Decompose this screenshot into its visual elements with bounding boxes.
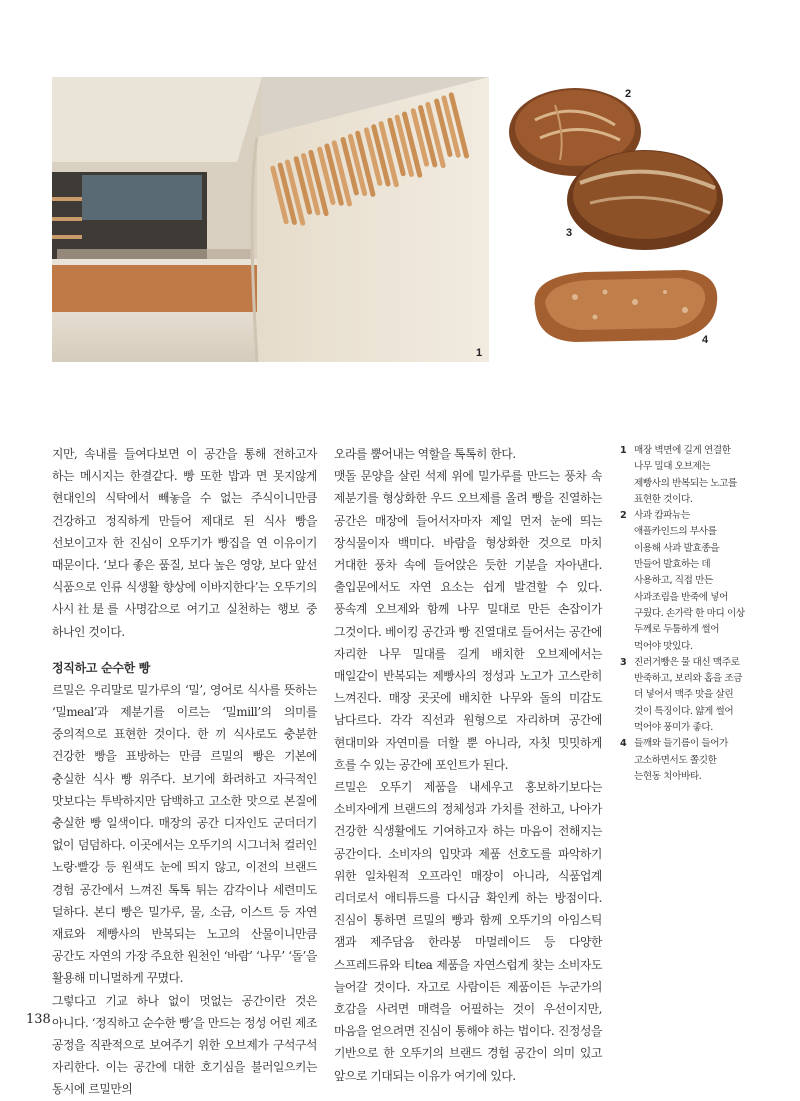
- page-number: 138: [26, 1012, 51, 1027]
- ciabatta-bread-image: [525, 262, 725, 347]
- bread-photo-4: [525, 262, 725, 347]
- bakery-interior-photo: [52, 77, 489, 362]
- article-column-2: [334, 443, 602, 1087]
- bakery-interior-illustration: [52, 77, 489, 362]
- caption-1: [620, 443, 745, 508]
- photo-number-3: 3: [566, 227, 573, 239]
- photo-captions: [620, 443, 745, 785]
- photo-number-1: 1: [476, 347, 483, 359]
- photo-number-2: 2: [625, 88, 632, 100]
- caption-number: 4: [620, 738, 627, 750]
- caption-number: 2: [620, 510, 627, 522]
- caption-text: 들깨와 들기름이 들어가 고소하면서도 쫄깃한 는현동 치아바타.: [634, 738, 728, 782]
- caption-text: 사과 캄파뉴는 애플카인드의 부사를 이용해 사과 발효종을 만들어 발효하는 데 사용하고, 직접 만든 사과조림을 반죽에 넣어 구웠다. 손가락 한 마디 이상 두께로 두툼하게 썰어 먹어야 맛있다.: [634, 510, 745, 652]
- photo-number-4: 4: [702, 334, 709, 346]
- paragraph: 맷돌 문양을 살린 석제 위에 밀가루를 만드는 풍차 속 제분기를 형상화한 우드 오브제를 올려 빵을 진열하는 공간은 매장에 들어서자마자 제일 먼저 눈에 띄는 장식물이자 백미다. 바람을 형상화한 것으로 마치 거대한 풍차 속에 들어앉은 듯한 기분을 자아낸다. 출입문에서도 자연 요소는 쉽게 발견할 수 있다. 풍속계 오브제와 함께 나무 밀대로 만든 손잡이가 그것이다. 베이킹 공간과 빵 진열대로 들어서는 공간에 자리한 나무 밀대를 길게 배치한 오브제에서는 매일같이 반복되는 제빵사의 정성과 노고가 고스란히 느껴진다. 매장 곳곳에 배치한 나무와 돌의 미감도 남다르다. 각각 직선과 원형으로 자리하며 공간에 현대미와 자연미를 더할 뿐 아니라, 자칫 밋밋하게 흐를 수 있는 공간에 포인트가 된다.: [334, 469, 602, 772]
- caption-3: [620, 655, 745, 736]
- paragraph: 지만, 속내를 들여다보면 이 공간을 통해 전하고자 하는 메시지는 한결같다. 빵 또한 밥과 면 못지않게 현대인의 식탁에서 빼놓을 수 없는 주식이니만큼 건강하고 정직하게 만들어 제대로 된 식사 빵을 선보이고자 한 진심이 오뚜기가 빵집을 연 이유이기 때문이다. ‘보다 좋은 품질, 보다 높은 영양, 보다 앞선 식품으로 인류 식생활 향상에 이바지한다’는 오뚜기의 사시社是를 사명감으로 여기고 실천하는 행보 중 하나인 것이다.: [52, 447, 317, 639]
- paragraph: 오라를 뿜어내는 역할을 톡톡히 한다.: [334, 447, 516, 461]
- caption-2: [620, 508, 745, 655]
- caption-number: 3: [620, 656, 627, 668]
- lager-bread-image: [560, 143, 725, 253]
- caption-text: 매장 벽면에 길게 연결한 나무 밀대 오브제는 제빵사의 반복되는 노고를 표현한 것이다.: [634, 445, 737, 505]
- caption-text: 진러거빵은 물 대신 맥주로 반죽하고, 보리와 홉을 조금 더 넣어서 맥주 맛을 살린 것이 특징이다. 얇게 썰어 먹어야 풍미가 좋다.: [634, 656, 743, 734]
- paragraph: 르밀은 우리말로 밀가루의 ‘밀’, 영어로 식사를 뜻하는 ‘밀meal’과 제분기를 이르는 ‘밀mill’의 의미를 중의적으로 표현한 것이다. 한 끼 식사로도 충분한 건강한 빵을 표방하는 만큼 르밀의 빵은 기본에 충실한 식사 빵 위주다. 보기에 화려하고 자극적인 맛보다는 투박하지만 담백하고 고소한 맛으로 본질에 충실한 빵 일색이다. 매장의 공간 디자인도 군더더기 없이 덤덤하다. 이곳에서는 오뚜기의 시그너처 컬러인 노랑·빨강 등 원색도 눈에 띄지 않고, 이전의 브랜드 경험 공간에서 느껴진 톡톡 튀는 감각이나 세련미도 덜하다. 본디 빵은 밀가루, 물, 소금, 이스트 등 자연 재료와 제빵사의 반복되는 노고의 산물이니만큼 공간도 자연의 가장 주요한 원천인 ‘바람’ ‘나무’ ‘돌’을 활용해 미니멀하게 꾸몄다.: [52, 682, 317, 986]
- caption-number: 1: [620, 445, 627, 456]
- paragraph: 그렇다고 기교 하나 없이 멋없는 공간이란 것은 아니다. ‘정직하고 순수한 빵’을 만드는 정성 어린 제조 공정을 직관적으로 보여주기 위한 오브제가 구석구석 자리한다. 이는 공간에 대한 호기심을 불러일으키는 동시에 르밀만의: [52, 993, 317, 1097]
- caption-4: [620, 736, 745, 785]
- paragraph: 르밀은 오뚜기 제품을 내세우고 홍보하기보다는 소비자에게 브랜드의 정체성과 가치를 전하고, 나아가 건강한 식생활에도 기여하고자 하는 마음이 전해지는 공간이다. 소비자의 입맛과 제품 선호도를 파악하기 위한 일차원적 오프라인 매장이 아니라, 식품업계 리더로서 애티튜드를 다시금 확인케 하는 방점이다. 진심이 통하면 르밀의 빵과 함께 오뚜기의 아임스틱 잼과 제주담음 한라봉 마멀레이드 등 다양한 스프레드류와 티tea 제품을 자연스럽게 찾는 소비자도 늘어갈 것이다. 자고로 사람이든 제품이든 누군가의 호감을 사려면 매력을 어필하는 것이 우선이지만, 마음을 얻으려면 진심이 통해야 하는 법이다. 진정성을 기반으로 한 오뚜기의 브랜드 경험 공간이 의미 있고 앞으로 기대되는 이유가 여기에 있다.: [334, 780, 602, 1083]
- article-column-1: [52, 443, 317, 1101]
- section-heading: 정직하고 순수한 빵: [52, 660, 151, 675]
- bread-photo-3: [560, 143, 725, 253]
